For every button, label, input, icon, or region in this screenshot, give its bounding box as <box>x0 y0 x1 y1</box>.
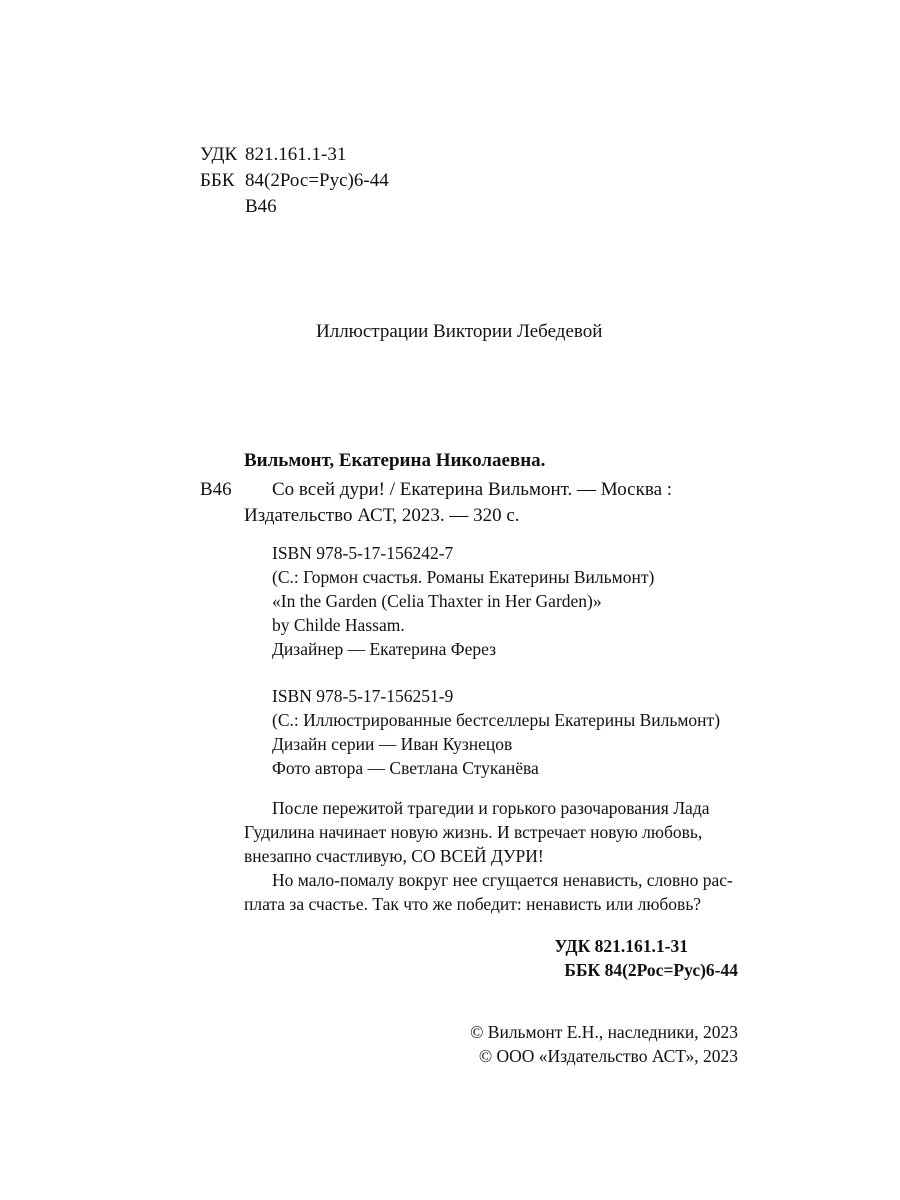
author-mark: В46 <box>200 479 232 500</box>
title-line-2: Издательство АСТ, 2023. — 320 с. <box>244 505 520 526</box>
copyright-line: © Вильмонт Е.Н., наследники, 2023 <box>470 1022 738 1042</box>
bbk-top-value: 84(2Рос=Рус)6-44 <box>245 170 389 191</box>
isbn-1-line: «In the Garden (Celia Thaxter in Her Garden)» <box>272 591 602 611</box>
bbk-bottom: ББК 84(2Рос=Рус)6-44 <box>564 960 738 980</box>
copyright-line: © ООО «Издательство АСТ», 2023 <box>478 1046 738 1066</box>
udk-top-value: 821.161.1-31 <box>245 144 347 165</box>
annotation-line: Но мало-помалу вокруг нее сгущается ненависть, словно рас- <box>272 870 733 890</box>
isbn-2-line: ISBN 978-5-17-156251-9 <box>272 686 454 706</box>
annotation-line: После пережитой трагедии и горького разочарования Лада <box>272 798 710 818</box>
annotation-line: плата за счастье. Так что же победит: ненависть или любовь? <box>244 894 702 914</box>
author-mark-top: В46 <box>245 196 277 217</box>
isbn-2-line: Дизайн серии — Иван Кузнецов <box>272 734 513 754</box>
udk-top-label: УДК <box>200 144 238 165</box>
isbn-1-line: ISBN 978-5-17-156242-7 <box>272 543 454 563</box>
bbk-top-label: ББК <box>200 170 235 191</box>
isbn-2-line: (С.: Иллюстрированные бестселлеры Екатерины Вильмонт) <box>272 710 721 730</box>
author-heading: Вильмонт, Екатерина Николаевна. <box>244 450 546 471</box>
isbn-1-line: by Childe Hassam. <box>272 615 405 635</box>
udk-bottom: УДК 821.161.1-31 <box>554 936 688 956</box>
isbn-1-line: Дизайнер — Екатерина Ферез <box>272 639 496 659</box>
annotation-line: Гудилина начинает новую жизнь. И встречает новую любовь, <box>244 822 703 842</box>
isbn-1-line: (С.: Гормон счастья. Романы Екатерины Вильмонт) <box>272 567 655 587</box>
isbn-2-line: Фото автора — Светлана Стуканёва <box>272 758 539 778</box>
title-line-1: Со всей дури! / Екатерина Вильмонт. — Москва : <box>272 479 673 500</box>
annotation-line: внезапно счастливую, СО ВСЕЙ ДУРИ! <box>244 846 544 866</box>
illustrations-credit: Иллюстрации Виктории Лебедевой <box>316 321 603 342</box>
